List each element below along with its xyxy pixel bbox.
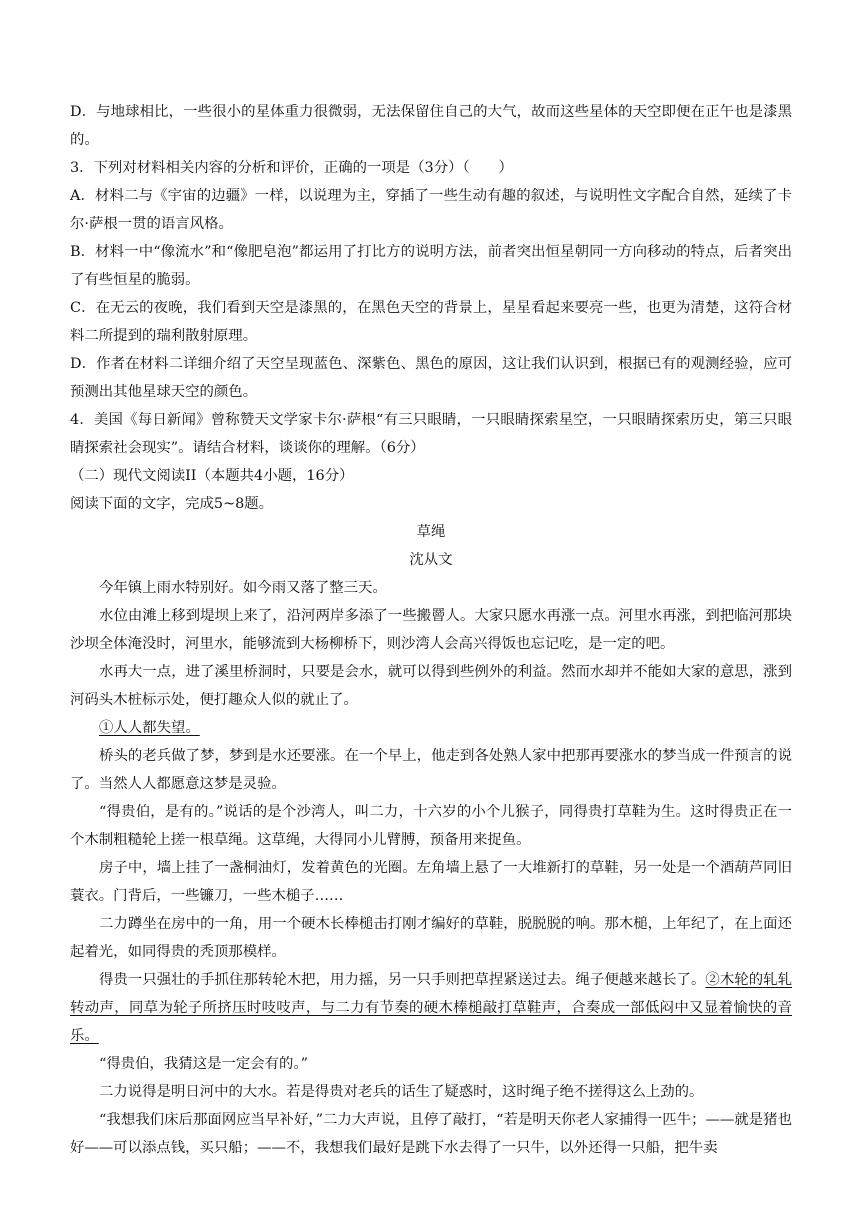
story-paragraph-4 xyxy=(70,714,792,742)
q3-option-d: D．作者在材料二详细介绍了天空呈现蓝色、深紫色、黑色的原因，这让我们认识到，根据已有的观测经验，应可预测出其他星球天空的颜色。 xyxy=(70,356,792,400)
q3-option-c: C．在无云的夜晚，我们看到天空是漆黑的，在黑色天空的背景上，星星看起来要亮一些，也更为清楚，这符合材料二所提到的瑞利散射原理。 xyxy=(70,300,792,344)
story-paragraph-3: 水再大一点，进了溪里桥洞时，只要是会水，就可以得到些例外的利益。然而水却并不能如大家的意思，涨到河码头木桩标示处，便打趣众人似的就止了。 xyxy=(70,664,792,708)
story-paragraph-10: “得贵伯，我猜这是一定会有的。” xyxy=(99,1056,308,1072)
story-paragraph-8: 二力蹲坐在房中的一角，用一个硬木长棒槌击打刚才编好的草鞋，脱脱脱的响。那木槌，上年纪了，在上面还起着光，如同得贵的秃顶那模样。 xyxy=(70,916,792,960)
story-paragraph-11: 二力说得是明日河中的大水。若是得贵对老兵的话生了疑惑时，这时绳子绝不搓得这么上劲的。 xyxy=(99,1084,704,1100)
story-paragraph-9 xyxy=(70,966,792,1050)
q3-option-a: A．材料二与《宇宙的边疆》一样，以说理为主，穿插了一些生动有趣的叙述，与说明性文字配合自然，延续了卡尔·萨根一贯的语言风格。 xyxy=(70,188,792,232)
section-heading: （二）现代文阅读II（本题共4小题，16分） xyxy=(70,468,354,484)
story-paragraph-2: 水位由滩上移到堤坝上来了，沿河两岸多添了一些搬罾人。大家只愿水再涨一点。河里水再涨，到把临河那块沙坝全体淹没时，河里水，能够流到大杨柳桥下，则沙湾人会高兴得饭也忘记吃，是一定的吧。 xyxy=(70,608,792,652)
underlined-sentence-2: ②木轮的轧轧转动声，同草为轮子所挤压时吱吱声，与二力有节奏的硬木棒槌敲打草鞋声，合奏成一部低闷中又显着愉快的音乐。 xyxy=(70,972,792,1044)
story-title: 草绳 xyxy=(416,524,446,540)
q3-stem: 3．下列对材料相关内容的分析和评价，正确的一项是（3分）（ ） xyxy=(70,160,513,176)
story-paragraph-12: “我想我们床后那面网应当早补好，”二力大声说，且停了敲打，“若是明天你老人家捕得一匹牛；——就是猪也好——可以添点钱，买只船；——不，我想我们最好是跳下水去得了一只牛，以外还得一只船，把牛卖 xyxy=(70,1112,792,1156)
story-paragraph-7: 房子中，墙上挂了一盏桐油灯，发着黄色的光圈。左角墙上悬了一大堆新打的草鞋，另一处是一个酒葫芦同旧蓑衣。门背后，一些镰刀，一些木槌子…… xyxy=(70,860,792,904)
story-paragraph-6: “得贵伯，是有的。”说话的是个沙湾人，叫二力，十六岁的小个儿猴子，同得贵打草鞋为生。这时得贵正在一个木制粗糙轮上搓一根草绳。这草绳，大得同小儿臂膊，预备用来捉鱼。 xyxy=(70,804,792,848)
q2-option-d: D．与地球相比，一些很小的星体重力很微弱，无法保留住自己的大气，故而这些星体的天空即便在正午也是漆黑的。 xyxy=(70,104,792,148)
document-page xyxy=(70,98,792,1162)
story-paragraph-1: 今年镇上雨水特别好。如今雨又落了整三天。 xyxy=(99,580,387,596)
q4-stem: 4．美国《每日新闻》曾称赞天文学家卡尔·萨根“有三只眼睛，一只眼睛探索星空，一只眼睛探索历史，第三只眼睛探索社会现实”。请结合材料，谈谈你的理解。（6分） xyxy=(70,412,792,456)
story-paragraph-5: 桥头的老兵做了梦，梦到是水还要涨。在一个早上，他走到各处熟人家中把那再要涨水的梦当成一件预言的说了。当然人人都愿意这梦是灵验。 xyxy=(70,748,792,792)
story-author: 沈从文 xyxy=(409,552,453,568)
section-instruction: 阅读下面的文字，完成5~8题。 xyxy=(70,496,274,512)
underlined-sentence-1: ①人人都失望。 xyxy=(99,720,200,736)
paragraph-9-text: 得贵一只强壮的手抓住那转轮木把，用力摇，另一只手则把草捏紧送过去。绳子便越来越长了。 xyxy=(99,972,706,988)
q3-option-b: B．材料一中“像流水”和“像肥皂泡”都运用了打比方的说明方法，前者突出恒星朝同一方向移动的特点，后者突出了有些恒星的脆弱。 xyxy=(70,244,792,288)
